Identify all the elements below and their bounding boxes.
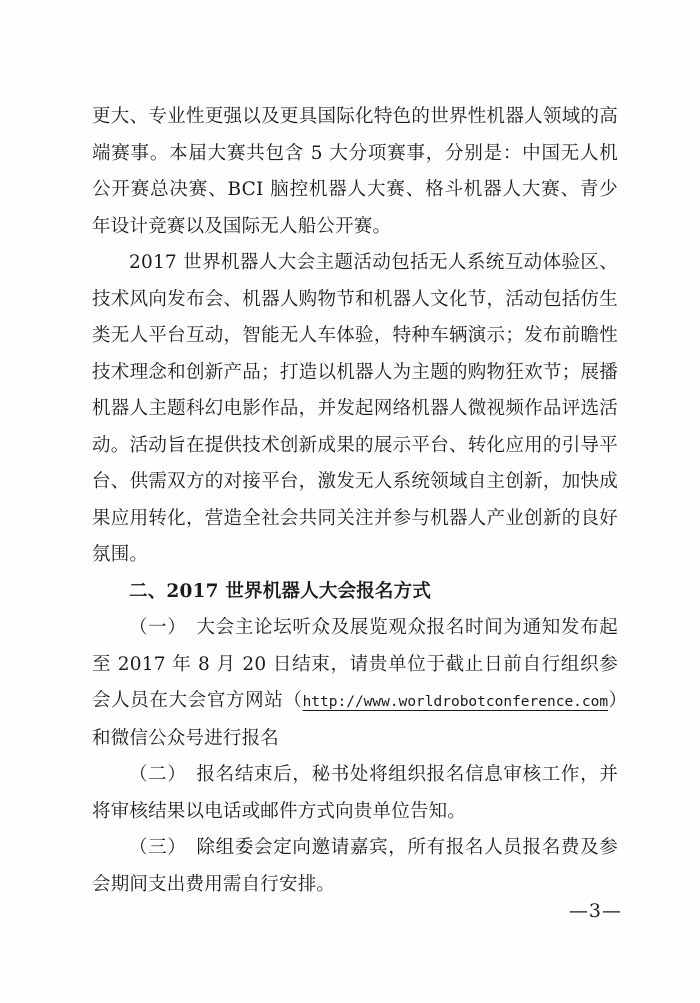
conference-website-link[interactable]: http://www.worldrobotconference.com [302,694,609,710]
paragraph-theme-activities: 2017 世界机器人大会主题活动包括无人系统互动体验区、技术风向发布会、机器人购物节和机器人文化节，活动包括仿生类无人平台互动，智能无人车体验，特种车辆演示；发布前瞻性技术理念和创新产品；打造以机器人为主题的购物狂欢节；展播机器人主题科幻电影作品，并发起网络机器人微视频作品评选活动。活动旨在提供技术创新成果的展示平台、转化应用的引导平台、供需双方的对接平台，激发无人系统领域自主创新，加快成果应用转化，营造全社会共同关注并参与机器人产业创新的良好氛围。 [92,252,618,565]
paragraph-competition-events: 更大、专业性更强以及更具国际化特色的世界性机器人领域的高端赛事。本届大赛共包含 5 大分项赛事，分别是：中国无人机公开赛总决赛、BCI 脑控机器人大赛、格斗机器人大赛、青少年设计竞赛以及国际无人船公开赛。 [92,106,618,237]
page-number: —3— [568,900,622,922]
section-heading-registration: 二、2017 世界机器人大会报名方式 [129,580,432,602]
list-item-one [92,610,618,757]
list-item-two: （二） 报名结束后，秘书处将组织报名信息审核工作，并将审核结果以电话或邮件方式向贵单位告知。 [92,764,618,822]
item-one-text-before-url: （一） 大会主论坛听众及展览观众报名时间为通知发布起至 2017 年 8 月 20 日结束，请贵单位于截止日前自行组织参会人员在大会官方网站（ [92,617,618,711]
list-item-three: （三） 除组委会定向邀请嘉宾，所有报名人员报名费及参会期间支出费用需自行安排。 [92,837,618,895]
item-one-text-after-url: ）和微信公众号进行报名 [92,690,619,749]
document-body [92,99,618,903]
